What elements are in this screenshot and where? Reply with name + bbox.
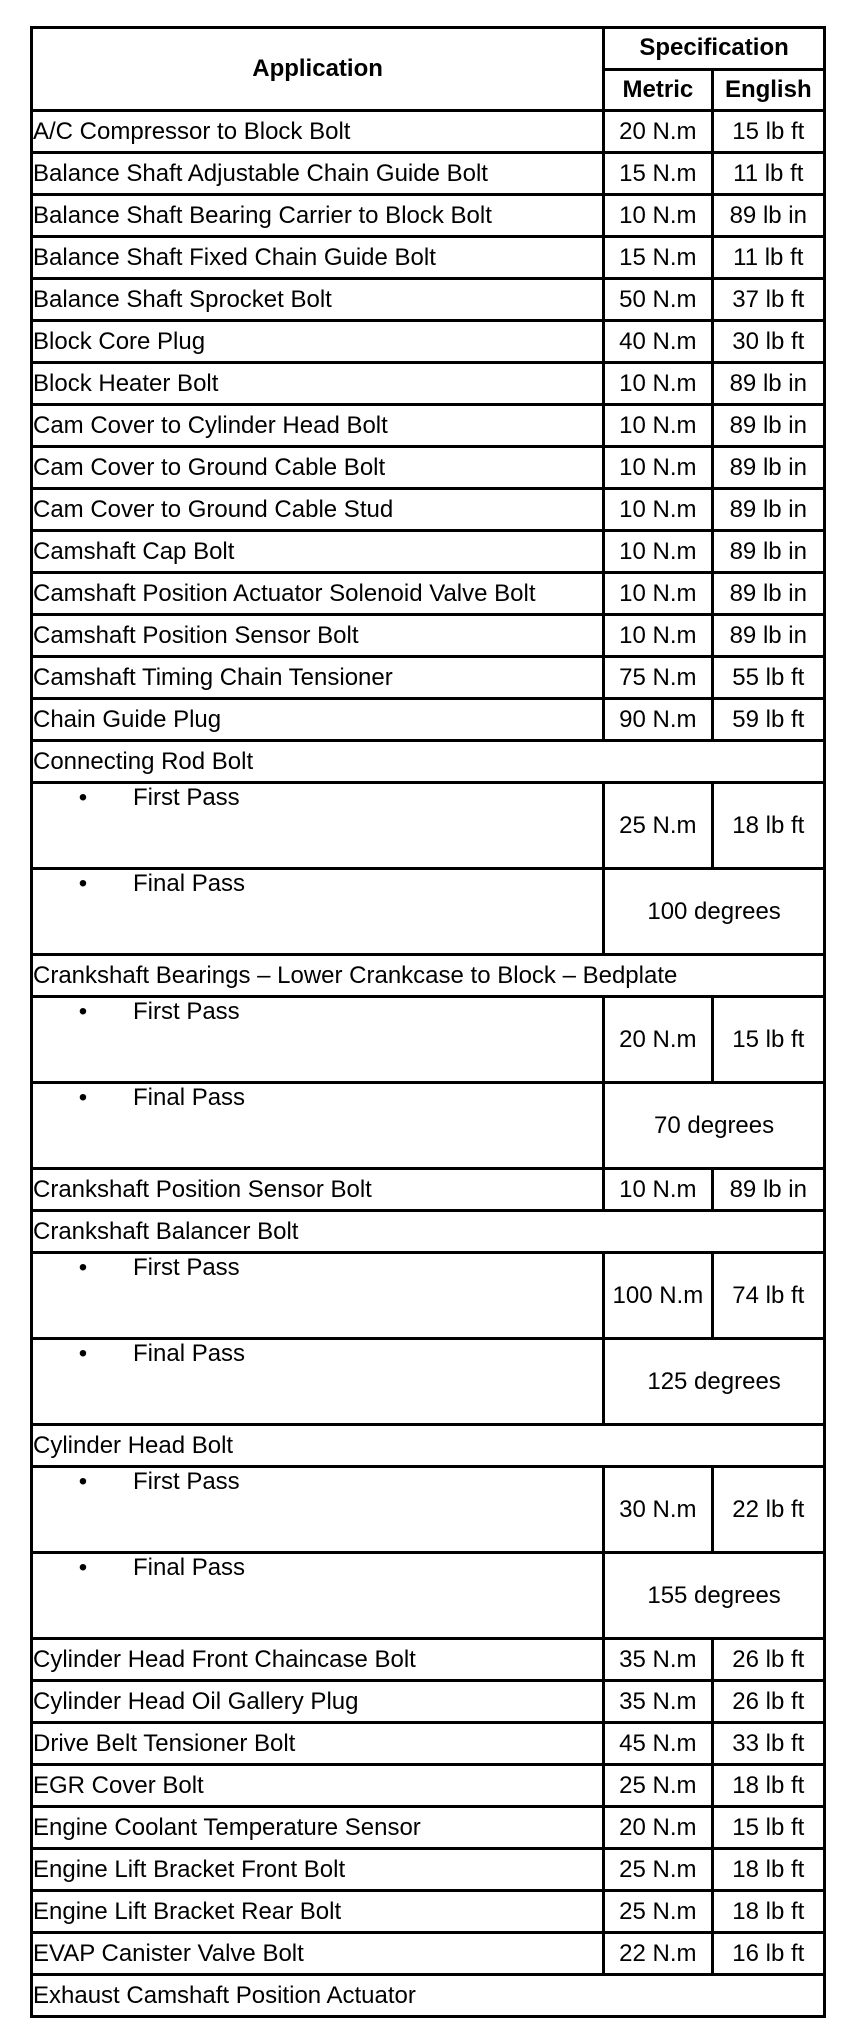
english-cell: 26 lb ft (712, 1681, 824, 1723)
group-title-cell: Connecting Rod Bolt (32, 741, 825, 783)
table-header (32, 28, 825, 111)
metric-cell: 90 N.m (604, 699, 712, 741)
metric-cell: 25 N.m (604, 783, 712, 869)
application-cell: Camshaft Position Sensor Bolt (32, 615, 604, 657)
group-header-row (32, 955, 825, 997)
application-cell: Balance Shaft Bearing Carrier to Block Bolt (32, 195, 604, 237)
pass-label: Final Pass (133, 1084, 246, 1111)
pass-label-cell (32, 1467, 604, 1553)
application-cell: A/C Compressor to Block Bolt (32, 111, 604, 153)
angle-cell: 100 degrees (604, 869, 825, 955)
table-row (32, 489, 825, 531)
metric-cell: 25 N.m (604, 1765, 712, 1807)
pass-row (32, 997, 825, 1083)
application-cell: Engine Lift Bracket Front Bolt (32, 1849, 604, 1891)
application-cell: Engine Lift Bracket Rear Bolt (32, 1891, 604, 1933)
application-cell: Block Core Plug (32, 321, 604, 363)
metric-cell: 20 N.m (604, 111, 712, 153)
english-header: English (712, 69, 824, 111)
group-title-cell: Crankshaft Bearings – Lower Crankcase to Block – Bedplate (32, 955, 825, 997)
pass-label: Final Pass (133, 1554, 246, 1581)
application-cell: Balance Shaft Fixed Chain Guide Bolt (32, 237, 604, 279)
application-cell: Camshaft Cap Bolt (32, 531, 604, 573)
application-cell: Crankshaft Position Sensor Bolt (32, 1169, 604, 1211)
pass-label: First Pass (133, 1468, 240, 1495)
metric-cell: 35 N.m (604, 1639, 712, 1681)
english-cell: 89 lb in (712, 1169, 824, 1211)
metric-cell: 10 N.m (604, 447, 712, 489)
english-cell: 89 lb in (712, 363, 824, 405)
english-cell: 18 lb ft (712, 1891, 824, 1933)
english-cell: 22 lb ft (712, 1467, 824, 1553)
table-row (32, 1849, 825, 1891)
pass-label-cell (32, 1553, 604, 1639)
metric-cell: 10 N.m (604, 363, 712, 405)
english-cell: 59 lb ft (712, 699, 824, 741)
english-cell: 26 lb ft (712, 1639, 824, 1681)
pass-label: First Pass (133, 784, 240, 811)
angle-cell: 70 degrees (604, 1083, 825, 1169)
metric-cell: 25 N.m (604, 1891, 712, 1933)
pass-label-cell (32, 869, 604, 955)
application-cell: Cylinder Head Oil Gallery Plug (32, 1681, 604, 1723)
table-row (32, 1765, 825, 1807)
pass-row (32, 1253, 825, 1339)
english-cell: 15 lb ft (712, 1807, 824, 1849)
english-cell: 33 lb ft (712, 1723, 824, 1765)
english-cell: 15 lb ft (712, 111, 824, 153)
english-cell: 74 lb ft (712, 1253, 824, 1339)
table-row (32, 363, 825, 405)
metric-cell: 10 N.m (604, 573, 712, 615)
metric-cell: 15 N.m (604, 237, 712, 279)
group-title-cell: Cylinder Head Bolt (32, 1425, 825, 1467)
english-cell: 18 lb ft (712, 783, 824, 869)
bullet-marker: • (78, 1468, 88, 1495)
pass-label: First Pass (133, 998, 240, 1025)
angle-cell: 155 degrees (604, 1553, 825, 1639)
application-cell: Cam Cover to Ground Cable Stud (32, 489, 604, 531)
metric-cell: 22 N.m (604, 1933, 712, 1975)
english-cell: 30 lb ft (712, 321, 824, 363)
english-cell: 16 lb ft (712, 1933, 824, 1975)
metric-cell: 50 N.m (604, 279, 712, 321)
table-row (32, 237, 825, 279)
specification-header: Specification (604, 28, 825, 70)
bullet-marker: • (78, 998, 88, 1025)
english-cell: 11 lb ft (712, 237, 824, 279)
pass-label: First Pass (133, 1254, 240, 1281)
english-cell: 55 lb ft (712, 657, 824, 699)
metric-cell: 10 N.m (604, 1169, 712, 1211)
application-cell: EVAP Canister Valve Bolt (32, 1933, 604, 1975)
application-cell: Camshaft Timing Chain Tensioner (32, 657, 604, 699)
table-row (32, 195, 825, 237)
pass-label-cell (32, 1253, 604, 1339)
table-row (32, 111, 825, 153)
english-cell: 89 lb in (712, 447, 824, 489)
english-cell: 11 lb ft (712, 153, 824, 195)
pass-label: Final Pass (133, 1340, 246, 1367)
table-row (32, 573, 825, 615)
metric-cell: 10 N.m (604, 405, 712, 447)
group-header-row (32, 741, 825, 783)
application-cell: Cam Cover to Cylinder Head Bolt (32, 405, 604, 447)
table-row (32, 1681, 825, 1723)
application-header: Application (32, 28, 604, 111)
pass-row (32, 1553, 825, 1639)
torque-spec-table (30, 26, 826, 2018)
application-cell: Block Heater Bolt (32, 363, 604, 405)
pass-row (32, 869, 825, 955)
application-cell: EGR Cover Bolt (32, 1765, 604, 1807)
application-cell: Balance Shaft Sprocket Bolt (32, 279, 604, 321)
metric-cell: 15 N.m (604, 153, 712, 195)
metric-cell: 100 N.m (604, 1253, 712, 1339)
metric-cell: 20 N.m (604, 1807, 712, 1849)
bullet-marker: • (78, 784, 88, 811)
pass-label-cell (32, 997, 604, 1083)
bullet-marker: • (78, 1084, 88, 1111)
table-row (32, 1169, 825, 1211)
english-cell: 89 lb in (712, 195, 824, 237)
english-cell: 89 lb in (712, 531, 824, 573)
english-cell: 89 lb in (712, 489, 824, 531)
table-row (32, 531, 825, 573)
pass-row (32, 1467, 825, 1553)
application-cell: Engine Coolant Temperature Sensor (32, 1807, 604, 1849)
metric-cell: 25 N.m (604, 1849, 712, 1891)
metric-cell: 45 N.m (604, 1723, 712, 1765)
english-cell: 89 lb in (712, 573, 824, 615)
english-cell: 89 lb in (712, 405, 824, 447)
english-cell: 89 lb in (712, 615, 824, 657)
bullet-marker: • (78, 1554, 88, 1581)
metric-cell: 20 N.m (604, 997, 712, 1083)
table-row (32, 279, 825, 321)
pass-label-cell (32, 1339, 604, 1425)
bullet-marker: • (78, 1340, 88, 1367)
metric-cell: 30 N.m (604, 1467, 712, 1553)
table-row (32, 1807, 825, 1849)
table-row (32, 615, 825, 657)
table-row (32, 153, 825, 195)
table-row (32, 1639, 825, 1681)
group-header-row (32, 1975, 825, 2017)
pass-row (32, 783, 825, 869)
english-cell: 15 lb ft (712, 997, 824, 1083)
table-row (32, 405, 825, 447)
group-header-row (32, 1425, 825, 1467)
group-title-cell: Exhaust Camshaft Position Actuator (32, 1975, 825, 2017)
pass-label-cell (32, 783, 604, 869)
table-body (32, 111, 825, 2017)
bullet-marker: • (78, 1254, 88, 1281)
english-cell: 18 lb ft (712, 1849, 824, 1891)
table-row (32, 321, 825, 363)
metric-cell: 75 N.m (604, 657, 712, 699)
metric-cell: 35 N.m (604, 1681, 712, 1723)
metric-header: Metric (604, 69, 712, 111)
table-row (32, 1891, 825, 1933)
table-row (32, 657, 825, 699)
application-cell: Camshaft Position Actuator Solenoid Valve Bolt (32, 573, 604, 615)
application-cell: Balance Shaft Adjustable Chain Guide Bolt (32, 153, 604, 195)
metric-cell: 10 N.m (604, 531, 712, 573)
angle-cell: 125 degrees (604, 1339, 825, 1425)
application-cell: Cam Cover to Ground Cable Bolt (32, 447, 604, 489)
table-row (32, 447, 825, 489)
english-cell: 37 lb ft (712, 279, 824, 321)
group-header-row (32, 1211, 825, 1253)
metric-cell: 10 N.m (604, 195, 712, 237)
application-cell: Cylinder Head Front Chaincase Bolt (32, 1639, 604, 1681)
bullet-marker: • (78, 870, 88, 897)
table-row (32, 1933, 825, 1975)
metric-cell: 10 N.m (604, 615, 712, 657)
group-title-cell: Crankshaft Balancer Bolt (32, 1211, 825, 1253)
pass-row (32, 1339, 825, 1425)
metric-cell: 10 N.m (604, 489, 712, 531)
pass-label: Final Pass (133, 870, 246, 897)
table-row (32, 1723, 825, 1765)
table-row (32, 699, 825, 741)
metric-cell: 40 N.m (604, 321, 712, 363)
pass-label-cell (32, 1083, 604, 1169)
english-cell: 18 lb ft (712, 1765, 824, 1807)
pass-row (32, 1083, 825, 1169)
application-cell: Drive Belt Tensioner Bolt (32, 1723, 604, 1765)
application-cell: Chain Guide Plug (32, 699, 604, 741)
